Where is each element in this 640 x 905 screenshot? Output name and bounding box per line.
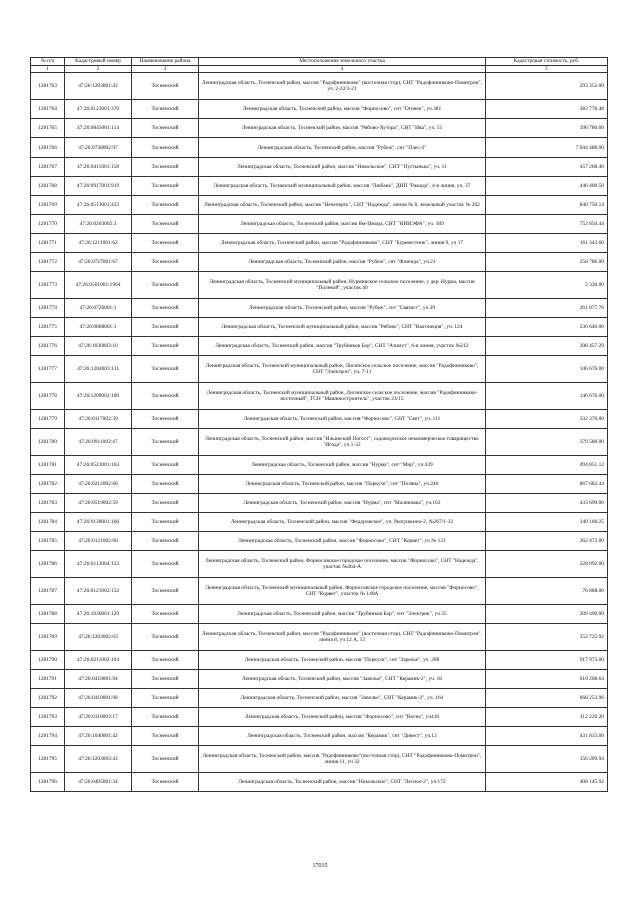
location: Ленинградская область, Тосненский район, массив "Трубников Бор", СНТ "Азимут", 6-я линия, участок №212: [199, 337, 486, 356]
row-number: 1281784: [31, 513, 65, 532]
table-row: [31, 670, 608, 689]
column-index: 2: [65, 66, 132, 73]
table-row: [31, 708, 608, 727]
row-number: 1281769: [31, 196, 65, 215]
district-name: Тосненский: [132, 624, 199, 651]
row-number: 1281777: [31, 356, 65, 383]
district-name: Тосненский: [132, 551, 199, 578]
row-number: 1281793: [31, 708, 65, 727]
district-name: Тосненский: [132, 383, 199, 410]
header-location: Местоположение земельного участка: [199, 58, 486, 66]
column-index: 1: [31, 66, 65, 73]
location: Ленинградская область, Тосненский район, массив "Нечеперть", СНТ "Надежда", линия № 8, земельный участок № 202: [199, 196, 486, 215]
table-body: [31, 73, 608, 792]
cadastral-number: 47:26:0410001:94: [65, 670, 132, 689]
cadastral-value: 383 778.48: [486, 100, 608, 119]
cadastral-number: 47:26:0405001:34: [65, 773, 132, 792]
location: Ленинградская область, Тосненский муниципальный район, Форносовское городское поселение, массив "Форносово", СНТ "Корвет", участок № 140А: [199, 578, 486, 605]
column-index: 4: [199, 66, 486, 73]
district-name: Тосненский: [132, 100, 199, 119]
cadastral-number: 47:26:0845001:114: [65, 119, 132, 138]
cadastral-value: 840 750.14: [486, 196, 608, 215]
table-row: [31, 429, 608, 456]
cadastral-number: 47:26:0117002:39: [65, 410, 132, 429]
district-name: Тосненский: [132, 746, 199, 773]
table-row: [31, 234, 608, 253]
cadastral-number: 47:26:1211001:62: [65, 234, 132, 253]
row-number: 1281771: [31, 234, 65, 253]
cadastral-value: 340 166.25: [486, 513, 608, 532]
district-name: Тосненский: [132, 119, 199, 138]
location: Ленинградская область, Тосненский район, массив "Рябово-Хутора", СНТ "Ива", уч. 51: [199, 119, 486, 138]
table-row: [31, 196, 608, 215]
district-name: Тосненский: [132, 215, 199, 234]
table-row: [31, 318, 608, 337]
cadastral-number: 47:26:1203001:43: [65, 73, 132, 100]
district-name: Тосненский: [132, 605, 199, 624]
location: Ленинградская область, Тосненский район, массив "Заволье", СНТ "Керамик-2", уч. 164: [199, 689, 486, 708]
cadastral-value: 446 400.50: [486, 177, 608, 196]
row-number: 1281789: [31, 624, 65, 651]
location: Ленинградская область, Тосненский район, массив "Нурма", снт "Малиновка", уч.163: [199, 494, 486, 513]
location: Ленинградская область, Тосненский район, массив "Рубеж", снт "Фазенда", уч.21: [199, 253, 486, 272]
row-number: 1281764: [31, 100, 65, 119]
location: Ленинградская область, Тосненский район, массив "Форносово", снт "Огонек", уч.381: [199, 100, 486, 119]
table-row: [31, 119, 608, 138]
row-number: 1281770: [31, 215, 65, 234]
row-number: 1281780: [31, 429, 65, 456]
header-row: [31, 58, 608, 66]
location: Ленинградская область, Тосненский район, массив "Поркузи", снт "Поляна", уч.240: [199, 475, 486, 494]
row-number: 1281796: [31, 773, 65, 792]
table-row: [31, 475, 608, 494]
cadastral-number: 47:26:1203002:63: [65, 624, 132, 651]
location: Ленинградская область, Тосненский район, массив "Форносово", снт "Весна", уч416: [199, 708, 486, 727]
location: Ленинградская область, Тосненский район, массив "Радофинниково" (восточная стор), СНТ "Радофинниково-Помитрон", уч. 2-22/3-21: [199, 73, 486, 100]
cadastral-value: 917 973.00: [486, 651, 608, 670]
cadastral-value: 752 850.44: [486, 215, 608, 234]
cadastral-number: 47:26:0513001:433: [65, 196, 132, 215]
location: Ленинградская область, Тосненский район, массив "Заволье", СНТ "Керамик-2", уч. 18: [199, 670, 486, 689]
location: Ленинградская область, Тосненский муниципальный район, массив "Любань", ДНП "Рамада", 4-я линия, уч. 37: [199, 177, 486, 196]
district-name: Тосненский: [132, 727, 199, 746]
location: Ленинградская область, Тосненский район, массив "Керамик", снт "Дивест", уч.12: [199, 727, 486, 746]
row-number: 1281787: [31, 578, 65, 605]
district-name: Тосненский: [132, 532, 199, 551]
cadastral-number: 47:26:0113004:133: [65, 551, 132, 578]
row-number: 1281786: [31, 551, 65, 578]
cadastral-number: 47:26:1209002:100: [65, 383, 132, 410]
location: Ленинградская область, Тосненский район, массив "Рубеж", снт "Связист", уч.39: [199, 299, 486, 318]
table-row: [31, 624, 608, 651]
row-number: 1281791: [31, 670, 65, 689]
cadastral-value: 5 330.00: [486, 272, 608, 299]
cadastral-value: 146 676.00: [486, 356, 608, 383]
row-number: 1281792: [31, 689, 65, 708]
cadastral-value-table-container: [30, 57, 607, 792]
table-row: [31, 299, 608, 318]
location: Ленинградская область, Тосненский район, массив "Ильинский Погост", садоводческое некоммерческое товарищество "Ягода", уч 1-32: [199, 429, 486, 456]
district-name: Тосненский: [132, 578, 199, 605]
cadastral-number: 47:26:0808001:1: [65, 318, 132, 337]
district-name: Тосненский: [132, 138, 199, 158]
district-name: Тосненский: [132, 253, 199, 272]
district-name: Тосненский: [132, 356, 199, 383]
location: Ленинградская область, Тосненский район, массив "Никольское", СНТ "Лесное-2", уч.172: [199, 773, 486, 792]
location: Ленинградская область, Тосненский муниципальный район, Нурминское сельское поселение, у дер. Нурма, массив "Полевой", участок 40: [199, 272, 486, 299]
table-row: [31, 551, 608, 578]
location: Ленинградская область, Тосненский район, массив "Нурма", снт "Мир", уч.439: [199, 456, 486, 475]
table-row: [31, 532, 608, 551]
row-number: 1281773: [31, 272, 65, 299]
cadastral-value: 494 851.12: [486, 456, 608, 475]
table-row: [31, 383, 608, 410]
district-name: Тосненский: [132, 475, 199, 494]
cadastral-number: 47:26:1036001:129: [65, 605, 132, 624]
column-index-row: [31, 66, 608, 73]
district-name: Тосненский: [132, 234, 199, 253]
cadastral-number: 47:26:1204003:111: [65, 356, 132, 383]
table-row: [31, 456, 608, 475]
location: Ленинградская область, Тосненский район, массив "Федоровское", уч. Рыпушкино-2, №267/1-32: [199, 513, 486, 532]
column-index: 3: [132, 66, 199, 73]
page-number: 17015: [312, 863, 328, 869]
cadastral-value: 328 092.00: [486, 551, 608, 578]
table-row: [31, 746, 608, 773]
table-row: [31, 651, 608, 670]
location: Ленинградская область, Тосненский район, массив Ям-Ижора, СНТ "НИИЭФА", уч. 189: [199, 215, 486, 234]
cadastral-value: 457 268.40: [486, 158, 608, 177]
cadastral-number: 47:26:0501001:1964: [65, 272, 132, 299]
cadastral-value: 362 472.00: [486, 532, 608, 551]
location: Ленинградская область, Тосненский район, массив "Трубников Бор", снт "Электрик", уч.35: [199, 605, 486, 624]
cadastral-value: 610 208.64: [486, 670, 608, 689]
cadastral-number: 47:26:0730002:97: [65, 138, 132, 158]
row-number: 1281778: [31, 383, 65, 410]
table-row: [31, 356, 608, 383]
cadastral-number: 47:26:0203002:3: [65, 215, 132, 234]
table-row: [31, 689, 608, 708]
district-name: Тосненский: [132, 73, 199, 100]
cadastral-value: 312 226.20: [486, 708, 608, 727]
cadastral-value: 252 725.92: [486, 624, 608, 651]
row-number: 1281766: [31, 138, 65, 158]
district-name: Тосненский: [132, 773, 199, 792]
cadastral-value: 7 944 488.00: [486, 138, 608, 158]
table-row: [31, 73, 608, 100]
header-cadastral-number: Кадастровый номер: [65, 58, 132, 66]
district-name: Тосненский: [132, 318, 199, 337]
cadastral-number: 47:26:0121002:60: [65, 532, 132, 551]
cadastral-number: 47:26:0110003:17: [65, 708, 132, 727]
table-row: [31, 138, 608, 158]
table-row: [31, 578, 608, 605]
district-name: Тосненский: [132, 410, 199, 429]
cadastral-value: 293 352.00: [486, 73, 608, 100]
location: Ленинградская область, Тосненский район, массив "Форносово", СНТ "Свет", уч. 111: [199, 410, 486, 429]
cadastral-value: 431 833.00: [486, 727, 608, 746]
cadastral-number: 47:26:0726001:1: [65, 299, 132, 318]
cadastral-number: 47:26:0211002:104: [65, 651, 132, 670]
row-number: 1281765: [31, 119, 65, 138]
row-number: 1281781: [31, 456, 65, 475]
table-row: [31, 177, 608, 196]
cadastral-value: 396 780.00: [486, 119, 608, 138]
location: Ленинградская область, Тосненский район, массив "Никольское", СНТ "Пустынька", уч. 11: [199, 158, 486, 177]
cadastral-number: 47:26:0917001:919: [65, 177, 132, 196]
table-row: [31, 272, 608, 299]
row-number: 1281775: [31, 318, 65, 337]
cadastral-value: 156 209.94: [486, 746, 608, 773]
cadastral-number: 47:26:0138001:166: [65, 513, 132, 532]
cadastral-value: 258 786.00: [486, 253, 608, 272]
cadastral-value: 146 676.00: [486, 383, 608, 410]
row-number: 1281779: [31, 410, 65, 429]
district-name: Тосненский: [132, 494, 199, 513]
cadastral-number: 47:26:0411001:158: [65, 158, 132, 177]
row-number: 1281768: [31, 177, 65, 196]
location: Ленинградская область, Тосненский район, массив "Поркузи", снт "Заречье", уч. 208: [199, 651, 486, 670]
district-name: Тосненский: [132, 651, 199, 670]
table-row: [31, 253, 608, 272]
location: Ленинградская область, Тосненский район, массив "Рубеж", снт "Плес-2": [199, 138, 486, 158]
district-name: Тосненский: [132, 299, 199, 318]
cadastral-number: 47:26:0410001:98: [65, 689, 132, 708]
cadastral-number: 47:26:0521001:163: [65, 456, 132, 475]
location: Ленинградская область, Тосненский район, массив "Радофинниково"(восточная стор), СНТ "Радофинниково-Помитрон", линия 11, уч 32: [199, 746, 486, 773]
cadastral-number: 47:26:0121002:132: [65, 578, 132, 605]
row-number: 1281772: [31, 253, 65, 272]
cadastral-value: 433 690.00: [486, 494, 608, 513]
cadastral-value: 867 682.44: [486, 475, 608, 494]
location: Ленинградская область, Тосненский муниципальный район, Лисинское сельское поселение, массив "Радофинниково", СНТ "Электрон", уч. 7-11: [199, 356, 486, 383]
table-row: [31, 158, 608, 177]
district-name: Тосненский: [132, 337, 199, 356]
location: Ленинградская область, Тосненский район, Форносовское городское поселение, массив "Форносово", СНТ "Надежда", участок №464-А: [199, 551, 486, 578]
row-number: 1281763: [31, 73, 65, 100]
table-row: [31, 494, 608, 513]
district-name: Тосненский: [132, 513, 199, 532]
district-name: Тосненский: [132, 196, 199, 215]
row-number: 1281785: [31, 532, 65, 551]
location: Ленинградская область, Тосненский муниципальный район, массив "Рябово", СНТ "Выгонеция", уч. 124: [199, 318, 486, 337]
row-number: 1281783: [31, 494, 65, 513]
row-number: 1281790: [31, 651, 65, 670]
cadastral-number: 47:26:1203003:43: [65, 746, 132, 773]
location: Ленинградская область, Тосненский район, массив "Радофинниково" (восточная стор), СНТ "Радофинниково-Помитрон", линия 8, уч 12 А, 13: [199, 624, 486, 651]
location: Ленинградская область, Тосненский район, массив "Форносово", СНТ "Корвет", уч № 131: [199, 532, 486, 551]
row-number: 1281782: [31, 475, 65, 494]
row-number: 1281788: [31, 605, 65, 624]
header-row-number: № п/п: [31, 58, 65, 66]
cadastral-value: 208 457.29: [486, 337, 608, 356]
cadastral-number: 47:26:0911002:47: [65, 429, 132, 456]
cadastral-value: 236 640.00: [486, 318, 608, 337]
table-row: [31, 773, 608, 792]
row-number: 1281794: [31, 727, 65, 746]
header-cadastral-value: Кадастровая стоимость, руб.: [486, 58, 608, 66]
row-number: 1281795: [31, 746, 65, 773]
table-row: [31, 215, 608, 234]
cadastral-value: 261 877.76: [486, 299, 608, 318]
table-row: [31, 513, 608, 532]
row-number: 1281767: [31, 158, 65, 177]
cadastral-value-table: [30, 57, 608, 792]
header-district-name: Наименование района: [132, 58, 199, 66]
table-row: [31, 337, 608, 356]
cadastral-value: 332 376.00: [486, 410, 608, 429]
cadastral-value: 161 343.60: [486, 234, 608, 253]
district-name: Тосненский: [132, 708, 199, 727]
cadastral-number: 47:26:1040001:42: [65, 727, 132, 746]
table-row: [31, 727, 608, 746]
row-number: 1281774: [31, 299, 65, 318]
location: Ленинградская область, Тосненский муниципальный район, Лисинское сельское поселение, массив "Радофинниково-восточный", ТСН "Машиностроитель", участок 23/15: [199, 383, 486, 410]
district-name: Тосненский: [132, 456, 199, 475]
cadastral-number: 47:26:0519002:59: [65, 494, 132, 513]
district-name: Тосненский: [132, 689, 199, 708]
cadastral-value: 76 888.00: [486, 578, 608, 605]
district-name: Тосненский: [132, 158, 199, 177]
district-name: Тосненский: [132, 272, 199, 299]
cadastral-number: 47:26:0727001:67: [65, 253, 132, 272]
location: Ленинградская область, Тосненский район, массив "Радофинниково", СНТ "Буревестник", линия 9, уч 17: [199, 234, 486, 253]
table-row: [31, 605, 608, 624]
column-index: 5: [486, 66, 608, 73]
cadastral-value: 668 253.96: [486, 689, 608, 708]
district-name: Тосненский: [132, 429, 199, 456]
cadastral-value: 209 490.00: [486, 605, 608, 624]
table-row: [31, 410, 608, 429]
row-number: 1281776: [31, 337, 65, 356]
cadastral-number: 47:26:1030003:10: [65, 337, 132, 356]
cadastral-number: 47:26:0123001:370: [65, 100, 132, 119]
district-name: Тосненский: [132, 177, 199, 196]
district-name: Тосненский: [132, 670, 199, 689]
cadastral-number: 47:26:0212002:60: [65, 475, 132, 494]
cadastral-value: 408 145.92: [486, 773, 608, 792]
cadastral-value: 370 580.00: [486, 429, 608, 456]
table-row: [31, 100, 608, 119]
